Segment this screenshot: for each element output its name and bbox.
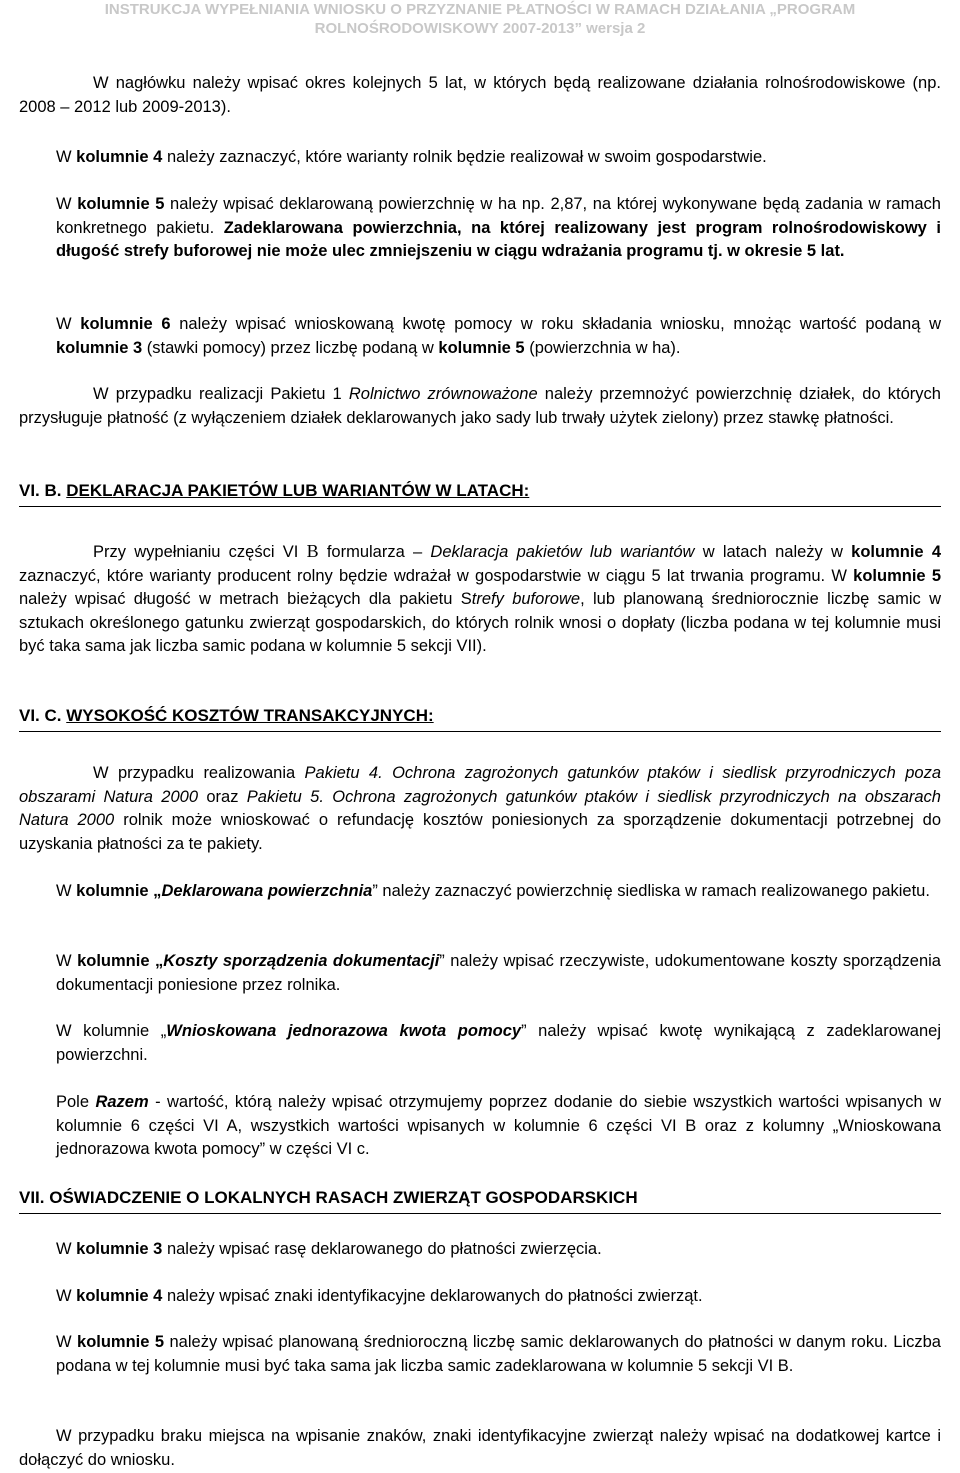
paragraph-vii-column5: W kolumnie 5 należy wpisać planowaną średnioroczną liczbę samic deklarowanych do płatności w danym roku. Liczba podana w tej kolumnie musi być taka sama jak liczba samic zadeklarowana w kolumnie 5 sekcji VI B. (56, 1333, 941, 1375)
paragraph-column6: W kolumnie 6 należy wpisać wnioskowaną kwotę pomocy w roku składania wniosku, mnożąc wartość podaną w kolumnie 3 (stawki pomocy) przez liczbę podaną w kolumnie 5 (powierzchnia w ha). (56, 315, 941, 357)
paragraph-pakiet1: W przypadku realizacji Pakietu 1 Rolnictwo zrównoważone należy przemnożyć powierzchnię działek, do których przysługuje płatność (z wyłączeniem działek deklarowanych jako sady lub trwały użytek zielony) przez stawkę płatności. (19, 385, 941, 427)
section-heading-vi-c: VI. C. WYSOKOŚĆ KOSZTÓW TRANSAKCYJNYCH: (19, 704, 941, 732)
header-line-1: INSTRUKCJA WYPEŁNIANIA WNIOSKU O PRZYZNANIE PŁATNOŚCI W RAMACH DZIAŁANIA „PROGRAM (104, 1, 856, 18)
section-heading-vii: VII. OŚWIADCZENIE O LOKALNYCH RASACH ZWIERZĄT GOSPODARSKICH (19, 1186, 941, 1214)
paragraph-vii-column4: W kolumnie 4 należy wpisać znaki identyfikacyjne deklarowanych do płatności zwierząt. (56, 1287, 703, 1305)
header-line-2: ROLNOŚRODOWISKOWY 2007-2013” wersja 2 (314, 20, 646, 37)
paragraph-vi-b: Przy wypełnianiu części VI B formularza – Deklaracja pakietów lub wariantów w latach należy w kolumnie 4 zaznaczyć, które warianty producent rolny będzie wdrażał w gospodarstwie w ciągu 5 lat trwania programu. W kolumnie 5 należy wpisać długość w metrach bieżących dla pakietu Strefy buforowe, lub planowaną średniorocznie liczbę samic w sztukach określonego gatunku zwierząt gospodarskich, do których rolnik wnosi o dopłaty (liczba podana w tej kolumnie musi być taka sama jak liczba samic podana w kolumnie 5 sekcji VII). (19, 541, 942, 656)
paragraph-wnioskowana-kwota: W kolumnie „Wnioskowana jednorazowa kwota pomocy” należy wpisać kwotę wynikającą z zadeklarowanej powierzchni. (56, 1022, 941, 1064)
paragraph-deklarowana-powierzchnia: W kolumnie „Deklarowana powierzchnia” należy zaznaczyć powierzchnię siedliska w ramach realizowanego pakietu. (56, 882, 930, 900)
paragraph-razem: Pole Razem - wartość, którą należy wpisać otrzymujemy poprzez dodanie do siebie wszystkich wartości wpisanych w kolumnie 6 części VI A, wszystkich wartości wpisanych w kolumnie 6 części VI B oraz z kolumny „Wnioskowana jednorazowa kwota pomocy” w części VI c. (56, 1093, 941, 1159)
section-heading-vi-b: VI. B. DEKLARACJA PAKIETÓW LUB WARIANTÓW W LATACH: (19, 479, 941, 507)
paragraph-vii-brak-miejsca: W przypadku braku miejsca na wpisanie znaków, znaki identyfikacyjne zwierząt należy wpisać na dodatkowej kartce i dołączyć do wniosku. (19, 1427, 941, 1469)
page-header (0, 0, 960, 40)
paragraph-column4: W kolumnie 4 należy zaznaczyć, które warianty rolnik będzie realizował w swoim gospodarstwie. (56, 148, 767, 166)
paragraph-column5: W kolumnie 5 należy wpisać deklarowaną powierzchnię w ha np. 2,87, na której wykonywane będą zadania w ramach konkretnego pakietu. Zadeklarowana powierzchnia, na której realizowany jest program rolnośrodowiskowy i długość strefy buforowej nie może ulec zmniejszeniu w ciągu wdrażania programu tj. w okresie 5 lat. (56, 195, 941, 261)
paragraph-vi-c: W przypadku realizowania Pakietu 4. Ochrona zagrożonych gatunków ptaków i siedlisk przyrodniczych poza obszarami Natura 2000 oraz Pakietu 5. Ochrona zagrożonych gatunków ptaków i siedlisk przyrodniczych na obszarach Natura 2000 rolnik może wnioskować o refundację kosztów poniesionych za sporządzenie dokumentacji potrzebnej do uzyskania płatności za te pakiety. (19, 764, 941, 853)
paragraph-vii-column3: W kolumnie 3 należy wpisać rasę deklarowanego do płatności zwierzęcia. (56, 1240, 602, 1258)
paragraph-koszty-dokumentacji: W kolumnie „Koszty sporządzenia dokumentacji” należy wpisać rzeczywiste, udokumentowane koszty sporządzenia dokumentacji poniesione przez rolnika. (56, 952, 941, 994)
paragraph-header-period: W nagłówku należy wpisać okres kolejnych 5 lat, w których będą realizowane działania rolnośrodowiskowe (np. 2008 – 2012 lub 2009-2013). (19, 74, 941, 116)
